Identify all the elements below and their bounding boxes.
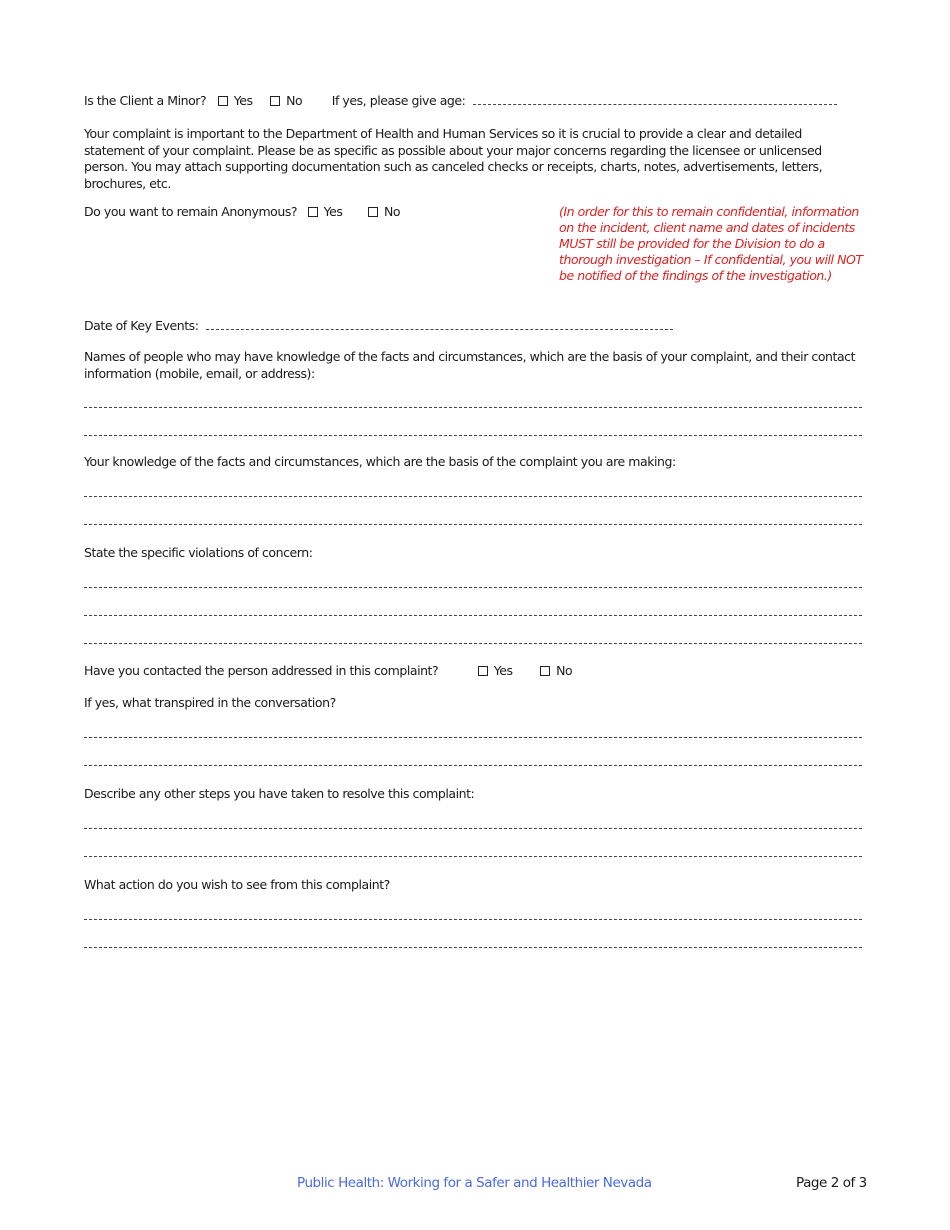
anonymous-row bbox=[84, 204, 400, 219]
violations-line-3[interactable] bbox=[84, 643, 862, 644]
anonymous-yes-option[interactable] bbox=[308, 204, 343, 219]
minor-yes-option[interactable] bbox=[218, 93, 253, 108]
contacted-yes-checkbox[interactable] bbox=[478, 666, 488, 676]
action-line-1[interactable] bbox=[84, 919, 862, 920]
anonymous-no-label: No bbox=[384, 204, 401, 219]
anonymous-yes-label: Yes bbox=[323, 204, 343, 219]
contacted-question: Have you contacted the person addressed in this complaint? bbox=[84, 663, 439, 678]
anonymous-question: Do you want to remain Anonymous? bbox=[84, 204, 298, 219]
contacted-no-checkbox[interactable] bbox=[540, 666, 550, 676]
minor-age-label: If yes, please give age: bbox=[331, 93, 466, 108]
witnesses-label: Names of people who may have knowledge of the facts and circumstances, which are the basis of your complaint, and their contact information (mobile, email, or address): bbox=[84, 349, 856, 381]
anonymous-no-checkbox[interactable] bbox=[368, 207, 378, 217]
conversation-line-1[interactable] bbox=[84, 737, 862, 738]
anonymous-no-option[interactable] bbox=[368, 204, 400, 219]
steps-label: Describe any other steps you have taken to resolve this complaint: bbox=[84, 786, 475, 801]
knowledge-line-1[interactable] bbox=[84, 496, 862, 497]
contacted-yes-option[interactable] bbox=[478, 663, 513, 678]
intro-paragraph: Your complaint is important to the Department of Health and Human Services so it is crucial to provide a clear and detailed statement of your complaint. Please be as specific as possible about your major concerns regarding the licensee or unlicensed person. You may attach supporting documentation such as canceled checks or receipts, charts, notes, advertisements, letters, brochures, etc. bbox=[84, 126, 823, 191]
date-key-events-row bbox=[84, 318, 673, 333]
knowledge-label: Your knowledge of the facts and circumstances, which are the basis of the complaint you are making: bbox=[84, 454, 676, 469]
steps-line-1[interactable] bbox=[84, 828, 862, 829]
date-key-events-field[interactable] bbox=[206, 318, 673, 330]
page-number: Page 2 of 3 bbox=[796, 1175, 867, 1191]
confidential-note: (In order for this to remain confidential, information on the incident, client name and dates of incidents MUST still be provided for the Division to do a thorough investigation – If confidential, you will NOT be notified of the findings of the investigation.) bbox=[559, 204, 863, 283]
witnesses-line-2[interactable] bbox=[84, 435, 862, 436]
witnesses-line-1[interactable] bbox=[84, 407, 862, 408]
minor-no-label: No bbox=[286, 93, 303, 108]
minor-yes-checkbox[interactable] bbox=[218, 96, 228, 106]
footer-tagline: Public Health: Working for a Safer and Healthier Nevada bbox=[297, 1175, 652, 1191]
contacted-yes-label: Yes bbox=[493, 663, 513, 678]
conversation-line-2[interactable] bbox=[84, 765, 862, 766]
violations-line-1[interactable] bbox=[84, 587, 862, 588]
contacted-row bbox=[84, 663, 572, 678]
date-key-events-label: Date of Key Events: bbox=[84, 318, 199, 333]
minor-yes-label: Yes bbox=[233, 93, 253, 108]
action-line-2[interactable] bbox=[84, 947, 862, 948]
anonymous-yes-checkbox[interactable] bbox=[308, 207, 318, 217]
knowledge-line-2[interactable] bbox=[84, 524, 862, 525]
violations-label: State the specific violations of concern: bbox=[84, 545, 313, 560]
minor-row bbox=[84, 93, 837, 108]
violations-line-2[interactable] bbox=[84, 615, 862, 616]
minor-age-field[interactable] bbox=[473, 93, 837, 105]
minor-no-checkbox[interactable] bbox=[270, 96, 280, 106]
contacted-no-option[interactable] bbox=[540, 663, 572, 678]
minor-question: Is the Client a Minor? bbox=[84, 93, 207, 108]
steps-line-2[interactable] bbox=[84, 856, 862, 857]
action-label: What action do you wish to see from this complaint? bbox=[84, 877, 390, 892]
conversation-label: If yes, what transpired in the conversation? bbox=[84, 695, 336, 710]
minor-no-option[interactable] bbox=[270, 93, 302, 108]
contacted-no-label: No bbox=[556, 663, 573, 678]
